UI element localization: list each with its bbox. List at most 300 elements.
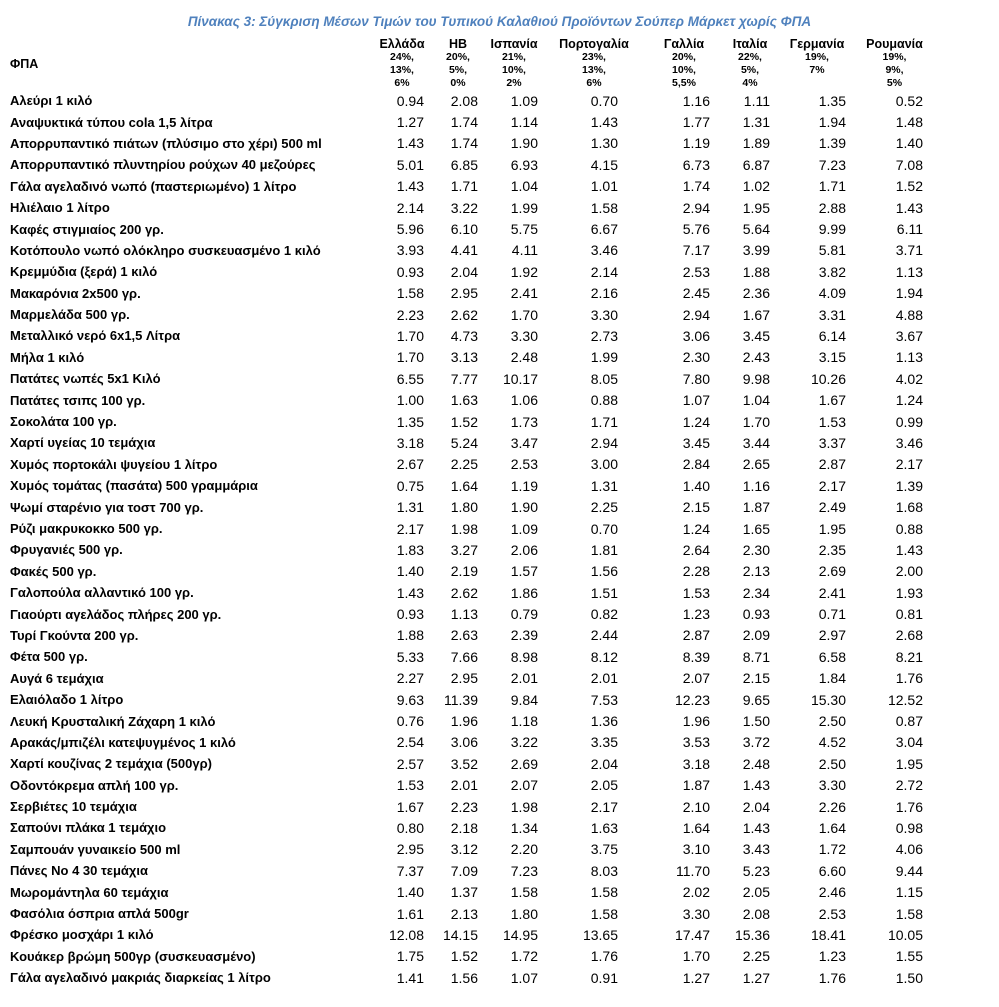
price-cell: 0.93 (396, 606, 424, 623)
price-cell: 1.99 (590, 349, 618, 366)
price-cell: 1.40 (396, 563, 424, 580)
price-cell: 2.23 (450, 798, 478, 815)
product-name: Φρυγανιές 500 γρ. (10, 542, 123, 558)
price-cell: 1.74 (682, 178, 710, 195)
product-name: Λευκή Κρυσταλική Ζάχαρη 1 κιλό (10, 713, 216, 729)
table-row (10, 261, 931, 282)
price-cell: 1.30 (590, 135, 618, 152)
price-cell: 1.71 (590, 413, 618, 430)
table-row (10, 603, 931, 624)
price-cell: 1.76 (895, 798, 923, 815)
price-cell: 2.14 (590, 263, 618, 280)
price-cell: 2.13 (450, 905, 478, 922)
price-cell: 0.79 (510, 606, 538, 623)
price-cell: 2.41 (818, 584, 846, 601)
price-cell: 2.07 (682, 670, 710, 687)
price-cell: 1.34 (510, 819, 538, 836)
table-title: Πίνακας 3: Σύγκριση Μέσων Τιμών του Τυπικού Καλαθιού Προϊόντων Σούπερ Μάρκετ χωρίς ΦΠΑ (187, 14, 812, 29)
price-cell: 1.13 (450, 606, 478, 623)
product-name: Ψωμί σταρένιο για τοστ 700 γρ. (10, 499, 204, 515)
price-cell: 1.90 (510, 135, 538, 152)
table-row (10, 90, 931, 111)
price-cell: 1.31 (396, 499, 424, 516)
price-cell: 10.26 (810, 370, 846, 387)
price-cell: 1.76 (895, 670, 923, 687)
price-cell: 1.76 (818, 969, 846, 986)
product-name: Μεταλλικό νερό 6x1,5 Λίτρα (10, 328, 181, 344)
price-cell: 3.30 (818, 777, 846, 794)
product-name: Οδοντόκρεμα απλή 100 γρ. (10, 777, 179, 793)
price-cell: 2.64 (682, 541, 710, 558)
price-cell: 8.05 (590, 370, 618, 387)
price-cell: 3.75 (590, 841, 618, 858)
price-cell: 1.09 (510, 520, 538, 537)
price-cell: 0.76 (396, 713, 424, 730)
table-row (10, 539, 931, 560)
product-name: Καφές στιγμιαίος 200 γρ. (10, 221, 164, 237)
price-cell: 2.15 (742, 670, 770, 687)
table-row (10, 561, 931, 582)
price-cell: 1.70 (510, 306, 538, 323)
price-cell: 1.80 (450, 499, 478, 516)
price-cell: 1.39 (818, 135, 846, 152)
price-cell: 2.69 (510, 755, 538, 772)
price-cell: 3.35 (590, 734, 618, 751)
price-cell: 2.87 (818, 456, 846, 473)
price-cell: 3.06 (682, 327, 710, 344)
price-cell: 3.46 (590, 242, 618, 259)
price-cell: 2.09 (742, 627, 770, 644)
price-cell: 2.34 (742, 584, 770, 601)
price-cell: 2.43 (742, 349, 770, 366)
vat-rates: 24%, 13%, 6% (390, 51, 414, 89)
price-cell: 2.53 (510, 456, 538, 473)
price-cell: 5.01 (396, 156, 424, 173)
country-name: Γαλλία (663, 37, 705, 51)
price-cell: 9.99 (818, 221, 846, 238)
product-name: Κοτόπουλο νωπό ολόκληρο συσκευασμένο 1 κιλό (10, 242, 321, 258)
product-name: Απορρυπαντικό πιάτων (πλύσιμο στο χέρι) 500 ml (10, 135, 322, 151)
product-name: Πάνες Νο 4 30 τεμάχια (10, 863, 149, 879)
product-name: Μαρμελάδα 500 γρ. (10, 307, 130, 323)
price-cell: 2.39 (510, 627, 538, 644)
price-cell: 1.71 (818, 178, 846, 195)
price-cell: 3.93 (396, 242, 424, 259)
price-cell: 1.80 (510, 905, 538, 922)
product-name: Φέτα 500 γρ. (10, 649, 88, 665)
price-cell: 2.87 (682, 627, 710, 644)
price-cell: 2.25 (590, 499, 618, 516)
price-cell: 9.44 (895, 862, 923, 879)
price-cell: 1.19 (682, 135, 710, 152)
product-name: Αναψυκτικά τύπου cola 1,5 λίτρα (10, 114, 213, 130)
product-name: Αρακάς/μπιζέλι κατεψυγμένος 1 κιλό (10, 734, 236, 750)
price-cell: 6.14 (818, 327, 846, 344)
price-cell: 1.39 (895, 477, 923, 494)
product-name: Μακαρόνια 2x500 γρ. (10, 285, 141, 301)
table-row (10, 924, 931, 945)
price-cell: 1.50 (895, 969, 923, 986)
price-cell: 1.58 (895, 905, 923, 922)
price-cell: 0.91 (590, 969, 618, 986)
product-name: Χυμός πορτοκάλι ψυγείου 1 λίτρο (10, 456, 218, 472)
price-cell: 1.15 (895, 884, 923, 901)
product-name: Πατάτες νωπές 5x1 Κιλό (10, 371, 161, 387)
vat-corner-label: ΦΠΑ (10, 56, 39, 71)
price-cell: 8.03 (590, 862, 618, 879)
product-name: Ηλιέλαιο 1 λίτρο (10, 200, 110, 216)
price-cell: 1.64 (450, 477, 478, 494)
price-cell: 1.68 (895, 499, 923, 516)
price-cell: 2.45 (682, 285, 710, 302)
price-cell: 2.02 (682, 884, 710, 901)
price-cell: 1.76 (590, 948, 618, 965)
table-row (10, 839, 931, 860)
table-row (10, 389, 931, 410)
price-cell: 1.93 (895, 584, 923, 601)
price-cell: 3.71 (895, 242, 923, 259)
price-cell: 1.52 (450, 413, 478, 430)
price-cell: 2.05 (590, 777, 618, 794)
price-cell: 7.66 (450, 648, 478, 665)
price-cell: 1.92 (510, 263, 538, 280)
price-cell: 1.58 (590, 905, 618, 922)
table-row (10, 368, 931, 389)
price-cell: 1.98 (510, 798, 538, 815)
price-cell: 2.94 (590, 434, 618, 451)
price-cell: 9.84 (510, 691, 538, 708)
country-name: Ρουμανία (866, 37, 923, 51)
price-cell: 14.95 (502, 926, 538, 943)
price-cell: 6.67 (590, 221, 618, 238)
price-cell: 2.30 (682, 349, 710, 366)
price-cell: 17.47 (674, 926, 710, 943)
price-cell: 15.30 (810, 691, 846, 708)
price-cell: 2.36 (742, 285, 770, 302)
product-name: Χυμός τομάτας (πασάτα) 500 γραμμάρια (10, 478, 258, 494)
price-cell: 3.04 (895, 734, 923, 751)
price-cell: 2.18 (450, 819, 478, 836)
table-row (10, 304, 931, 325)
price-cell: 1.48 (895, 114, 923, 131)
price-cell: 1.64 (818, 819, 846, 836)
table-row (10, 111, 931, 132)
table-row (10, 218, 931, 239)
price-cell: 1.64 (682, 819, 710, 836)
price-cell: 5.64 (742, 221, 770, 238)
price-cell: 7.08 (895, 156, 923, 173)
price-cell: 1.70 (396, 349, 424, 366)
price-cell: 0.70 (590, 520, 618, 537)
price-cell: 8.39 (682, 648, 710, 665)
price-cell: 6.87 (742, 156, 770, 173)
price-cell: 1.19 (510, 477, 538, 494)
price-cell: 9.65 (742, 691, 770, 708)
price-cell: 1.24 (682, 413, 710, 430)
table-row (10, 625, 931, 646)
price-cell: 1.65 (742, 520, 770, 537)
price-cell: 1.50 (742, 713, 770, 730)
product-name: Πατάτες τσιπς 100 γρ. (10, 392, 146, 408)
price-cell: 1.43 (396, 135, 424, 152)
price-cell: 2.01 (590, 670, 618, 687)
price-cell: 1.67 (742, 306, 770, 323)
table-row (10, 860, 931, 881)
price-cell: 3.31 (818, 306, 846, 323)
price-cell: 1.35 (396, 413, 424, 430)
price-cell: 0.94 (396, 92, 424, 109)
price-cell: 1.27 (682, 969, 710, 986)
price-cell: 2.88 (818, 199, 846, 216)
price-cell: 1.72 (818, 841, 846, 858)
vat-rates: 19%, 9%, 5% (882, 51, 907, 89)
price-cell: 1.86 (510, 584, 538, 601)
price-cell: 1.06 (510, 392, 538, 409)
price-cell: 1.63 (450, 392, 478, 409)
price-cell: 1.95 (895, 755, 923, 772)
table-row (10, 176, 931, 197)
table-row (10, 496, 931, 517)
price-cell: 1.27 (396, 114, 424, 131)
price-cell: 7.23 (510, 862, 538, 879)
price-cell: 1.52 (895, 178, 923, 195)
country-column-header (544, 37, 644, 90)
price-cell: 1.07 (510, 969, 538, 986)
price-cell: 3.45 (682, 434, 710, 451)
price-cell: 1.99 (510, 199, 538, 216)
price-cell: 1.43 (895, 541, 923, 558)
price-cell: 1.24 (682, 520, 710, 537)
price-cell: 1.04 (510, 178, 538, 195)
price-cell: 2.48 (742, 755, 770, 772)
product-name: Χαρτί κουζίνας 2 τεμάχια (500γρ) (10, 756, 212, 772)
price-cell: 2.69 (818, 563, 846, 580)
price-cell: 1.75 (396, 948, 424, 965)
price-cell: 5.96 (396, 221, 424, 238)
table-row (10, 518, 931, 539)
price-cell: 0.81 (895, 606, 923, 623)
price-cell: 3.10 (682, 841, 710, 858)
price-cell: 3.52 (450, 755, 478, 772)
price-cell: 1.37 (450, 884, 478, 901)
price-cell: 2.53 (682, 263, 710, 280)
price-cell: 3.13 (450, 349, 478, 366)
price-cell: 11.70 (676, 862, 710, 879)
price-cell: 8.21 (895, 648, 923, 665)
price-cell: 3.22 (450, 199, 478, 216)
price-cell: 2.62 (450, 306, 478, 323)
price-cell: 1.16 (742, 477, 770, 494)
table-body (10, 90, 931, 988)
price-cell: 12.08 (388, 926, 424, 943)
price-cell: 0.87 (895, 713, 923, 730)
product-name: Σοκολάτα 100 γρ. (10, 414, 117, 430)
price-cell: 13.65 (582, 926, 618, 943)
product-name: Γιαούρτι αγελάδος πλήρες 200 γρ. (10, 606, 222, 622)
price-cell: 1.43 (895, 199, 923, 216)
price-cell: 1.58 (590, 884, 618, 901)
table-row (10, 347, 931, 368)
price-cell: 1.94 (895, 285, 923, 302)
price-cell: 6.11 (896, 221, 923, 238)
price-cell: 1.71 (450, 178, 478, 195)
price-cell: 18.41 (810, 926, 846, 943)
table-row (10, 646, 931, 667)
price-cell: 14.15 (442, 926, 478, 943)
price-cell: 2.68 (895, 627, 923, 644)
price-cell: 2.84 (682, 456, 710, 473)
price-comparison-table (10, 37, 931, 988)
price-cell: 2.25 (450, 456, 478, 473)
price-cell: 3.18 (396, 434, 424, 451)
price-cell: 1.77 (682, 114, 710, 131)
product-name: Μωρομάντηλα 60 τεμάχια (10, 884, 169, 900)
product-name: Σαμπουάν γυναικείο 500 ml (10, 841, 181, 857)
table-header (10, 37, 931, 90)
price-cell: 3.82 (818, 263, 846, 280)
country-name: Ιταλία (732, 37, 768, 51)
product-name: Χαρτί υγείας 10 τεμάχια (10, 435, 156, 451)
price-cell: 1.14 (510, 114, 538, 131)
price-cell: 5.76 (682, 221, 710, 238)
price-cell: 3.06 (450, 734, 478, 751)
price-cell: 3.45 (742, 327, 770, 344)
price-cell: 1.27 (742, 969, 770, 986)
price-cell: 2.50 (818, 713, 846, 730)
price-cell: 2.35 (818, 541, 846, 558)
price-cell: 1.40 (895, 135, 923, 152)
price-cell: 1.58 (590, 199, 618, 216)
product-name: Αυγά 6 τεμάχια (10, 670, 104, 686)
price-cell: 2.01 (510, 670, 538, 687)
price-cell: 1.95 (818, 520, 846, 537)
product-name: Γάλα αγελαδινό μακριάς διαρκείας 1 λίτρο (10, 970, 271, 986)
price-cell: 2.94 (682, 199, 710, 216)
price-cell: 2.65 (742, 456, 770, 473)
product-name: Ελαιόλαδο 1 λίτρο (10, 692, 124, 708)
price-cell: 1.74 (450, 135, 478, 152)
price-cell: 1.18 (510, 713, 538, 730)
price-cell: 1.58 (510, 884, 538, 901)
price-cell: 1.40 (682, 477, 710, 494)
price-cell: 1.88 (396, 627, 424, 644)
vat-rates: 19%, 7% (805, 51, 829, 76)
price-cell: 1.88 (742, 263, 770, 280)
table-row (10, 325, 931, 346)
price-cell: 7.80 (682, 370, 710, 387)
country-column-header (858, 37, 931, 90)
price-cell: 2.53 (818, 905, 846, 922)
price-cell: 2.73 (590, 327, 618, 344)
price-cell: 1.16 (682, 92, 710, 109)
price-cell: 1.41 (396, 969, 424, 986)
price-cell: 1.72 (510, 948, 538, 965)
price-cell: 10.05 (887, 926, 923, 943)
price-cell: 3.22 (510, 734, 538, 751)
price-cell: 1.90 (510, 499, 538, 516)
price-cell: 12.23 (674, 691, 710, 708)
country-name: ΗΒ (448, 37, 468, 51)
price-cell: 0.99 (895, 413, 923, 430)
price-cell: 1.84 (818, 670, 846, 687)
table-row (10, 240, 931, 261)
price-cell: 1.11 (743, 92, 770, 109)
table-row (10, 817, 931, 838)
table-row (10, 967, 931, 988)
price-cell: 1.01 (590, 178, 618, 195)
table-row (10, 881, 931, 902)
price-cell: 2.72 (895, 777, 923, 794)
price-cell: 1.40 (396, 884, 424, 901)
price-cell: 1.36 (590, 713, 618, 730)
price-cell: 2.48 (510, 349, 538, 366)
product-name: Γάλα αγελαδινό νωπό (παστεριωμένο) 1 λίτρο (10, 178, 297, 194)
country-column-header (372, 37, 432, 90)
table-row (10, 946, 931, 967)
price-cell: 2.94 (682, 306, 710, 323)
price-cell: 1.67 (396, 798, 424, 815)
price-cell: 1.67 (818, 392, 846, 409)
price-cell: 2.04 (590, 755, 618, 772)
price-cell: 1.23 (818, 948, 846, 965)
price-cell: 4.73 (450, 327, 478, 344)
price-cell: 2.15 (682, 499, 710, 516)
price-cell: 8.98 (510, 648, 538, 665)
price-cell: 2.05 (742, 884, 770, 901)
table-row (10, 432, 931, 453)
price-cell: 2.50 (818, 755, 846, 772)
price-cell: 1.23 (682, 606, 710, 623)
product-name: Γαλοπούλα αλλαντικό 100 γρ. (10, 585, 194, 601)
price-cell: 1.87 (682, 777, 710, 794)
price-cell: 2.17 (590, 798, 618, 815)
price-cell: 2.67 (396, 456, 424, 473)
price-cell: 1.83 (396, 541, 424, 558)
country-column-header (776, 37, 858, 90)
price-cell: 1.56 (590, 563, 618, 580)
price-cell: 4.09 (818, 285, 846, 302)
price-cell: 0.71 (818, 606, 846, 623)
country-column-header (484, 37, 544, 90)
price-cell: 1.95 (742, 199, 770, 216)
product-name: Κρεμμύδια (ξερά) 1 κιλό (10, 264, 158, 280)
price-cell: 1.02 (742, 178, 770, 195)
price-cell: 2.62 (450, 584, 478, 601)
price-cell: 1.13 (895, 349, 923, 366)
vat-rates: 20%, 5%, 0% (446, 51, 470, 89)
price-cell: 2.30 (742, 541, 770, 558)
product-name: Απορρυπαντικό πλυντηρίου ρούχων 40 μεζούρες (10, 157, 316, 173)
product-name: Ρύζι μακρυκοκκο 500 γρ. (10, 521, 163, 536)
price-cell: 2.95 (396, 841, 424, 858)
price-cell: 4.41 (450, 242, 478, 259)
price-cell: 2.95 (450, 285, 478, 302)
price-cell: 6.85 (450, 156, 478, 173)
price-cell: 11.39 (444, 691, 478, 708)
table-row (10, 753, 931, 774)
price-cell: 3.00 (590, 456, 618, 473)
price-cell: 0.52 (895, 92, 923, 109)
price-cell: 1.70 (742, 413, 770, 430)
price-cell: 2.07 (510, 777, 538, 794)
price-cell: 5.81 (818, 242, 846, 259)
table-row (10, 668, 931, 689)
price-cell: 1.70 (682, 948, 710, 965)
price-cell: 3.30 (510, 327, 538, 344)
price-cell: 2.17 (396, 520, 424, 537)
price-cell: 4.06 (895, 841, 923, 858)
price-cell: 1.94 (818, 114, 846, 131)
